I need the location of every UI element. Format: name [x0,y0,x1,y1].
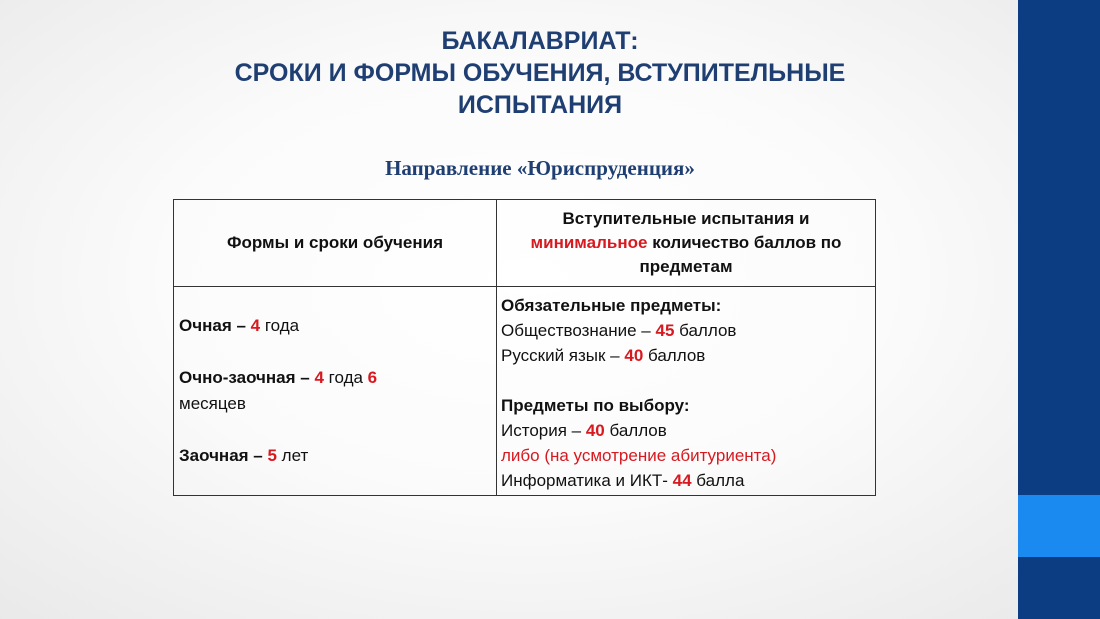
required-subject: Обществознание – 45 баллов [501,321,737,340]
form-item: Очно-заочная – 4 года 6 месяцев [179,368,378,413]
header-exams [497,200,876,287]
header-exams-part3: предметам [639,257,733,276]
title-line-3: ИСПЫТАНИЯ [457,91,623,119]
forms-cell [174,287,497,496]
sidebar-accent-block [1018,495,1100,557]
title-line-2: СРОКИ И ФОРМЫ ОБУЧЕНИЯ, ВСТУПИТЕЛЬНЫЕ [234,59,846,87]
header-forms: Формы и сроки обучения [174,200,497,287]
admission-table [173,199,876,496]
slide-subtitle: Направление «Юриспруденция» [385,156,695,180]
title-line-1: БАКАЛАВРИАТ: [441,27,639,55]
required-heading: Обязательные предметы: [501,296,722,315]
form-item: Очная – 4 года [179,316,300,335]
form-item: Заочная – 5 лет [179,446,309,465]
elective-subject: Информатика и ИКТ- 44 балла [501,471,745,490]
required-subject: Русский язык – 40 баллов [501,346,706,365]
slide-title [170,25,910,121]
exams-cell [497,287,876,496]
header-exams-part2: количество баллов по [647,233,842,252]
elective-subject: История – 40 баллов [501,421,667,440]
header-exams-red: минимальное [530,233,648,252]
table-body-row [174,287,876,496]
table-header-row [174,200,876,287]
elective-note: либо (на усмотрение абитуриента) [501,446,777,465]
elective-heading: Предметы по выбору: [501,396,690,415]
header-exams-part1: Вступительные испытания и [562,209,810,228]
